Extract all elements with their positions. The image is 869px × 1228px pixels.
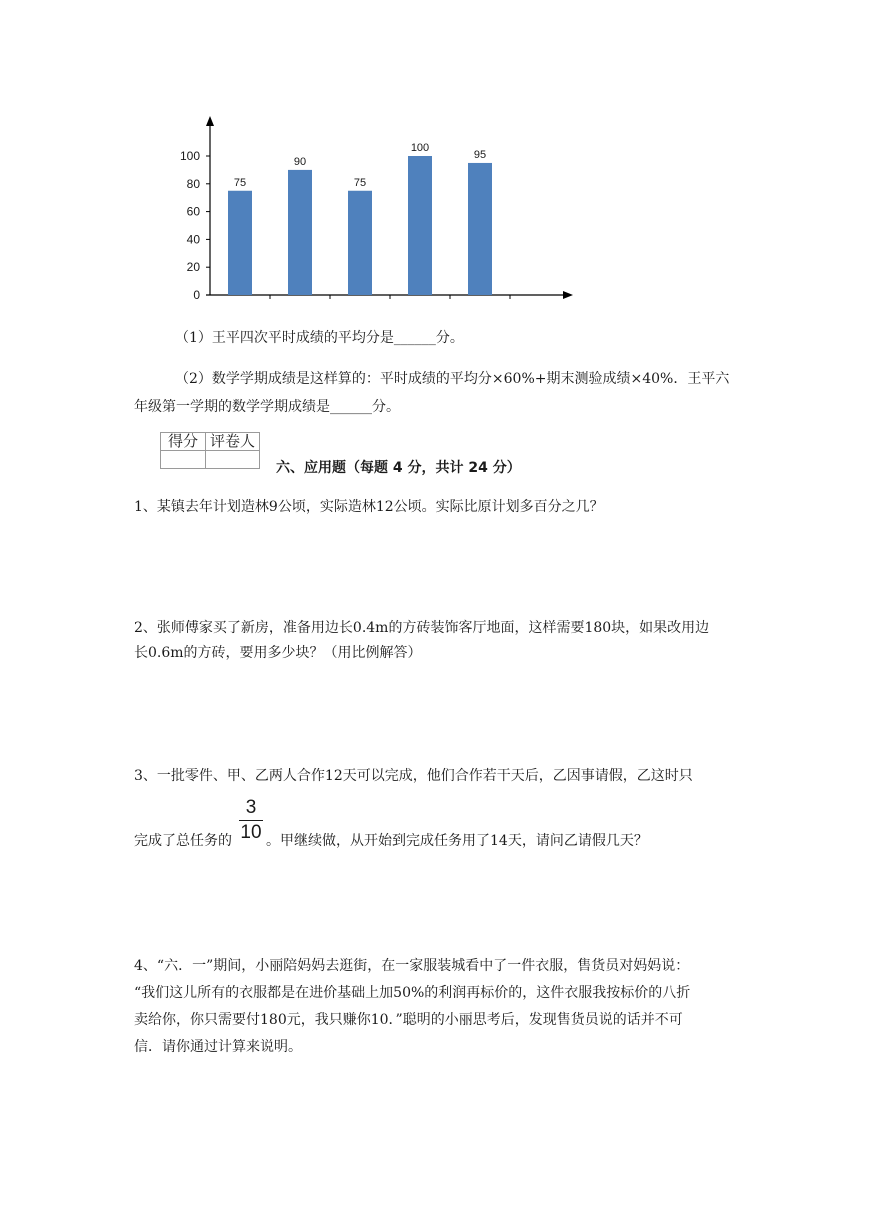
y-tick-label: 60 <box>186 204 200 219</box>
problem-3-line2-a: 完成了总任务的 <box>134 833 232 849</box>
problem-4-line3: 卖给你，你只需要付180元，我只赚你10．”聪明的小丽思考后，发现售货员说的话并不可 <box>134 1012 683 1028</box>
problem-1: 1、某镇去年计划造林9公顷，实际造林12公顷。实际比原计划多百分之几？ <box>134 499 604 515</box>
bar-4 <box>408 156 432 295</box>
y-tick-label: 0 <box>193 288 200 302</box>
grader-cell <box>206 451 260 469</box>
score-label: 得分 <box>161 433 206 451</box>
y-axis-arrow <box>206 116 214 126</box>
bar-3 <box>348 191 372 295</box>
problem-4-line1: 4、“六．一”期间，小丽陪妈妈去逛街，在一家服装城看中了一件衣服，售货员对妈妈说： <box>134 958 690 974</box>
fraction-numerator: 3 <box>245 797 257 818</box>
problem-3-line2-b: 。甲继续做，从开始到完成任务用了14天，请问乙请假几天？ <box>266 833 648 849</box>
data-label-1: 75 <box>233 176 247 189</box>
problem-2-line2: 长0.6m的方砖，要用多少块？（用比例解答） <box>134 645 422 661</box>
fraction-three-tenths <box>238 797 264 844</box>
fraction-bar <box>239 820 263 821</box>
bar-chart-svg <box>160 112 580 312</box>
score-bar-chart <box>160 112 580 312</box>
problem-2-line1: 2、张师傅家买了新房，准备用边长0.4m的方砖装饰客厅地面，这样需要180块，如果改用边 <box>134 620 710 636</box>
bar-5 <box>468 163 492 295</box>
question-5-2-line1: （2）数学学期成绩是这样算的：平时成绩的平均分×60%+期末测验成绩×40%．王平六 <box>175 371 730 387</box>
score-cell <box>161 451 206 469</box>
fraction-denominator: 10 <box>240 822 262 843</box>
y-tick-label: 100 <box>179 149 200 163</box>
problem-4-line2: “我们这儿所有的衣服都是在进价基础上加50%的利润再标价的，这件衣服我按标价的八折 <box>134 985 691 1001</box>
score-box <box>160 432 260 469</box>
y-tick-label: 40 <box>186 232 200 247</box>
y-tick-label: 80 <box>186 176 200 191</box>
section-6-title: 六、应用题（每题 4 分，共计 24 分） <box>276 460 521 476</box>
question-5-1: （1）王平四次平时成绩的平均分是______分。 <box>175 330 464 346</box>
question-5-2-line2: 年级第一学期的数学学期成绩是______分。 <box>134 399 400 415</box>
data-label-5: 95 <box>473 148 487 161</box>
x-axis-arrow <box>563 291 573 299</box>
problem-4-line4: 信．请你通过计算来说明。 <box>134 1039 302 1055</box>
data-label-4: 100 <box>410 142 430 154</box>
bar-2 <box>288 170 312 295</box>
bar-1 <box>228 191 252 295</box>
grader-label: 评卷人 <box>206 433 260 451</box>
y-tick-label: 20 <box>186 260 200 275</box>
problem-3-line1: 3、一批零件、甲、乙两人合作12天可以完成，他们合作若干天后，乙因事请假，乙这时只 <box>134 768 693 784</box>
data-label-3: 75 <box>353 176 367 189</box>
data-label-2: 90 <box>293 155 307 168</box>
